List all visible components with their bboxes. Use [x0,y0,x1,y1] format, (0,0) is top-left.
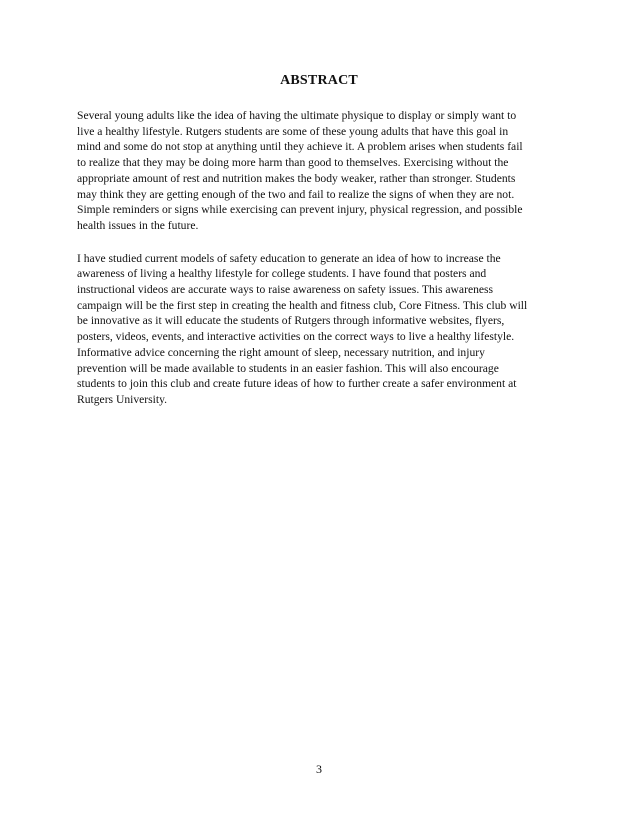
paragraph-1 [77,108,563,234]
page-number: 3 [316,762,322,776]
text-line: prevention will be made available to students in an easier fashion. This will also encourage [77,361,499,375]
text-line: Simple reminders or signs while exercising can prevent injury, physical regression, and possible [77,203,523,217]
text-line: posters, videos, events, and interactive activities on the correct ways to live a healthy lifestyle. [77,330,515,344]
text-line: students to join this club and create future ideas of how to further create a safer environment at [77,377,517,391]
abstract-body [77,108,563,425]
text-line: I have studied current models of safety education to generate an idea of how to increase the [77,251,501,265]
text-line: Rutgers University. [77,392,168,406]
text-line: be innovative as it will educate the students of Rutgers through informative websites, flyers, [77,314,505,328]
text-line: instructional videos are accurate ways to raise awareness on safety issues. This awareness [77,283,494,297]
paragraph-2 [77,251,563,408]
text-line: to realize that they may be doing more harm than good to themselves. Exercising without the [77,156,509,170]
text-line: Several young adults like the idea of having the ultimate physique to display or simply want to [77,109,517,122]
text-line: appropriate amount of rest and nutrition makes the body weaker, rather than stronger. Students [77,171,516,185]
text-line: mind and some do not stop at anything until they achieve it. A problem arises when students fail [77,140,523,154]
text-line: awareness of living a healthy lifestyle for college students. I have found that posters and [77,267,487,281]
text-line: campaign will be the first step in creating the health and fitness club, Core Fitness. This club will [77,298,528,312]
text-line: may think they are getting enough of the two and fail to realize the signs of when they are not. [77,187,515,201]
text-line: live a healthy lifestyle. Rutgers students are some of these young adults that have this goal in [77,124,509,138]
text-line: Informative advice concerning the right amount of sleep, necessary nutrition, and injury [77,345,485,359]
text-line: health issues in the future. [77,218,199,232]
abstract-heading: ABSTRACT [280,73,358,88]
